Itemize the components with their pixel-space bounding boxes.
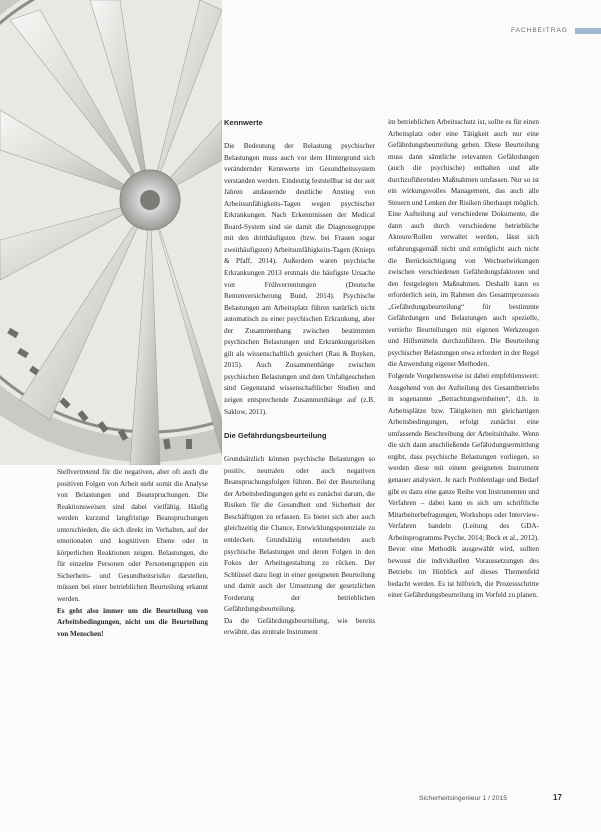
middle-column xyxy=(224,117,375,639)
middle-paragraph-2: Grundsätzlich können psychische Belastungen so positiv, neutralen oder auch negativen Beanspruchungsfolgen führen. Bei der Beurteilung der Arbeitsbedingungen geht es zunächst darum, die Risiken für die Gesundheit und Sicherheit der Beschäftigten zu erfassen. Es bietet sich aber auch gleichzeitig die Chance, Entwicklungspotenziale zu entdecken. Grundsätzig entstehenden auch psychische Belastungen und deren Folgen in den Fokus der Arbeitsgestaltung zu rücken. Der Schlüssel dazu liegt in einer geeigneten Beurteilung und damit auch der Umsetzung der gesetzlichen Forderung der betrieblichen Gefährdungsbeurteilung. xyxy=(224,455,375,614)
gear-wheel-image xyxy=(0,0,222,465)
heading-kennwerte: Kennwerte xyxy=(224,118,263,127)
section-tag: FACHBEITRAG xyxy=(511,27,568,34)
left-column xyxy=(57,467,208,640)
middle-paragraph-3: Da die Gefährdungsbeurteilung, wie bereits erwähnt, das zentrale Instrument xyxy=(224,616,375,637)
middle-paragraph-1: Die Bedeutung der Belastung psychischer Belastungen muss auch vor dem Hintergrund sich verändernder Kennwerte im Gesundheitssystem verstanden werden. Eindeutig feststellbar ist der seit Jahren andauernde deutliche Anstieg von Arbeitsunfähigkeits-Tagen wegen psychischer Erkrankungen. Nach Erkenntnissen der Medical Board-System sind sie damit die Diagnosegruppe mit den dritthäufigsten (bzw. bei Frauen sogar zweithäufigsten) Arbeitsunfähigkeits-Tagen (Knieps & Pfaff, 2014). Außerdem waren psychische Erkrankungen 2013 erstmals die häufigste Ursache von Frühverrentungen (Deutsche Rentenversicherung Bund, 2014). Psychische Belastungen am Arbeitsplatz führen natürlich nicht automatisch zu einer psychischen Erkrankung, aber der Zusammenhang zwischen bestimmten psychischen Belastungen und Erkrankungsrisiken gilt als wissenschaftlich gesichert (Rau & Buyken, 2015). Auch Zusammenhänge zwischen psychischen Belastungen und dem Unfallgeschehen sind Gegenstand wissenschaftlicher Studien und zeigen entsprechende Zusammenhänge auf (z.B. Saklow, 2011). xyxy=(224,142,375,416)
heading-gefaehrdungsbeurteilung: Die Gefährdungsbeurteilung xyxy=(224,431,327,441)
publication-footer: Sicherheitsingenieur 1 / 2015 xyxy=(419,795,508,802)
page-number: 17 xyxy=(553,793,562,802)
left-paragraph: Stellvertretend für die negativen, aber oft auch die positiven Folgen von Arbeit steht somit die Analyse von Belastungen und Beanspruchungen. Die Reaktionsweisen sind dabei vielfältig. Häufig werden kurzund langfristige Beanspruchungen unterschieden, die sich direkt im Verhalten, auf der emotionalen und kognitiven Ebene oder in körperlichen Reaktionen zeigen. Belastungen, die für einzelne Personen oder Personengruppen ein Sicherheits- und Gesundheitsrisiko darstellen, müssen bei einer betrieblichen Beurteilung erkannt werden. xyxy=(57,468,208,604)
left-bold-statement: Es geht also immer um die Beurteilung von Arbeitsbedingungen, nicht um die Beurteilung von Menschen! xyxy=(57,606,208,638)
right-paragraph-1: im betrieblichen Arbeitsschutz ist, sollte es für einen Arbeitsplatz oder eine Tätigkeit auch nur eine Gefährdungsbeurteilung geben. Diese Beurteilung muss dann sämtliche relevanten Gefährdungen (auch die psychische) enthalten und alle durchzuführenden Maßnahmen umfassen. Nur so ist ein wirkungsvolles Management, das auch alle Steuern und Lenken der Risiken überhaupt möglich. Eine Aufteilung auf verschiedene Dokumente, die dann auch durch verschiedene betriebliche Akteure/Rollen verwaltet werden, lässt sich erfahrungsgemäß nicht und ermöglicht auch nicht die Berücksichtigung von Wechselwirkungen zwischen verschiedenen Gefährdungsfaktoren und den festgelegten Maßnahmen. Deshalb kann es erforderlich sein, im Rahmen des Gesamtprozesses „Gefährdungsbeurteilung“ für bestimmte Gefährdungen und Belastungen auch spezielle, vertiefte Beurteilungen mit eigenen Werkzeugen und Hilfsmitteln durchzuführen. Die Beurteilung psychischer Belastungen etwa erfordert in der Regel die Anwendung eigener Methoden. xyxy=(388,118,539,369)
right-column xyxy=(388,117,539,602)
right-paragraph-2: Folgende Vorgehensweise ist dabei empfehlenswert: Ausgehend von der Aufteilung des Gesamtbetriebs in sogenannte „Betrachtungseinheiten“, d.h. in Arbeitsplätze bzw. Tätigkeiten mit gleichartigen Arbeitsbedingungen, erfolgt zunächst eine umfassende Beschreibung der Arbeitsinhalte. Wenn die sich dann anschließende Gefährdungsermittlung ergibt, dass psychische Belastungen vorliegen, so werden diese mit einem geeigneten Instrument genauer analysiert. Je nach Problemlage und Bedarf gibt es dazu eine ganze Reihe von Instrumenten und Verfahren – dabei kann es sich um schriftliche Mitarbeiterbefragungen, Workshops oder Interview-Verfahren handeln (Leitung des GDA-Arbeitsprogramms Psyche, 2014; Beck et al., 2012). Bevor eine Methodik ausgewählt wird, sollten bewusst die individuellen Voraussetzungen des Betriebs im Hinblick auf dieses Themenfeld bedacht werden. Es ist hilfreich, die Prozessschritte einer Gefährdungsbeurteilung im Vorfeld zu planen. xyxy=(388,372,539,600)
section-accent-bar xyxy=(575,28,601,34)
